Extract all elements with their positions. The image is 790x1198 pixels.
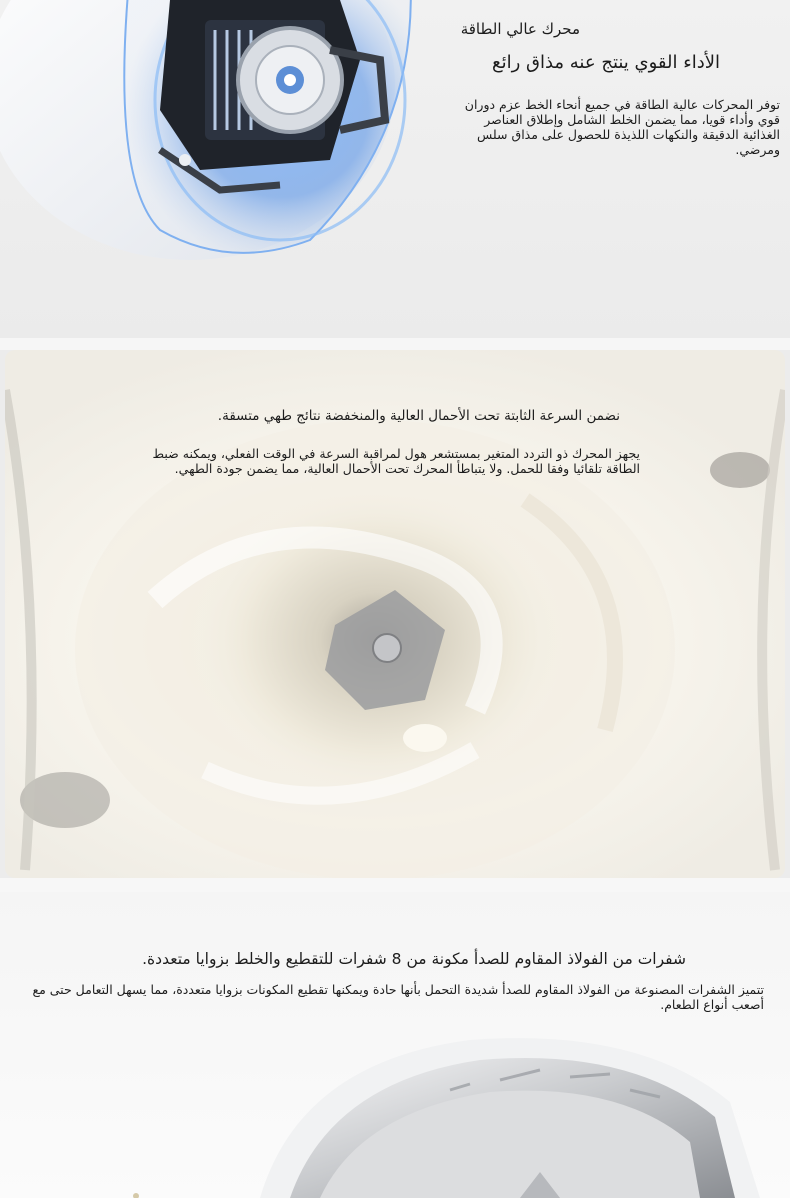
motor-headline: الأداء القوي ينتج عنه مذاق رائع	[492, 52, 720, 73]
blade-headline: شفرات من الفولاذ المقاوم للصدأ مكونة من 8 شفرات للتقطيع والخلط بزوايا متعددة.	[142, 950, 686, 968]
motor-cutaway-illustration	[0, 0, 420, 270]
motor-eyebrow: محرك عالي الطاقة	[460, 20, 580, 38]
speed-text-block	[140, 408, 640, 476]
motor-text-block	[440, 20, 780, 157]
constant-speed-section	[5, 350, 785, 878]
section-divider	[0, 338, 790, 350]
speed-description: يجهز المحرك ذو التردد المتغير بمستشعر هول لمراقبة السرعة في الوقت الفعلي، ويمكنه ضبط الطاقة تلقائيا وفقا للحمل. ولا يتباطأ المحرك تحت الأحمال العالية، مما يضمن جودة الطهي.	[152, 446, 640, 476]
blade-text-block	[19, 950, 764, 1012]
motor-description: توفر المحركات عالية الطاقة في جميع أنحاء الخط عزم دوران قوي وأداء قويا، مما يضمن الخلط الشامل وإطلاق العناصر الغذائية الدقيقة والنكهات اللذيذة للحصول على مذاق سلس ومرضي.	[464, 97, 780, 157]
motor-feature-section	[0, 0, 790, 338]
speed-subhead: نضمن السرعة الثابتة تحت الأحمال العالية والمنخفضة نتائج طهي متسقة.	[217, 408, 620, 424]
steel-jar-illustration	[0, 1022, 790, 1198]
blade-description: تتميز الشفرات المصنوعة من الفولاذ المقاوم للصدأ شديدة التحمل بأنها حادة ويمكنها تقطيع المكونات بزوايا متعددة، مما يسهل التعامل حتى مع أصعب أنواع الطعام.	[32, 982, 764, 1012]
section-divider	[0, 878, 790, 892]
blade-feature-section	[0, 892, 790, 1198]
